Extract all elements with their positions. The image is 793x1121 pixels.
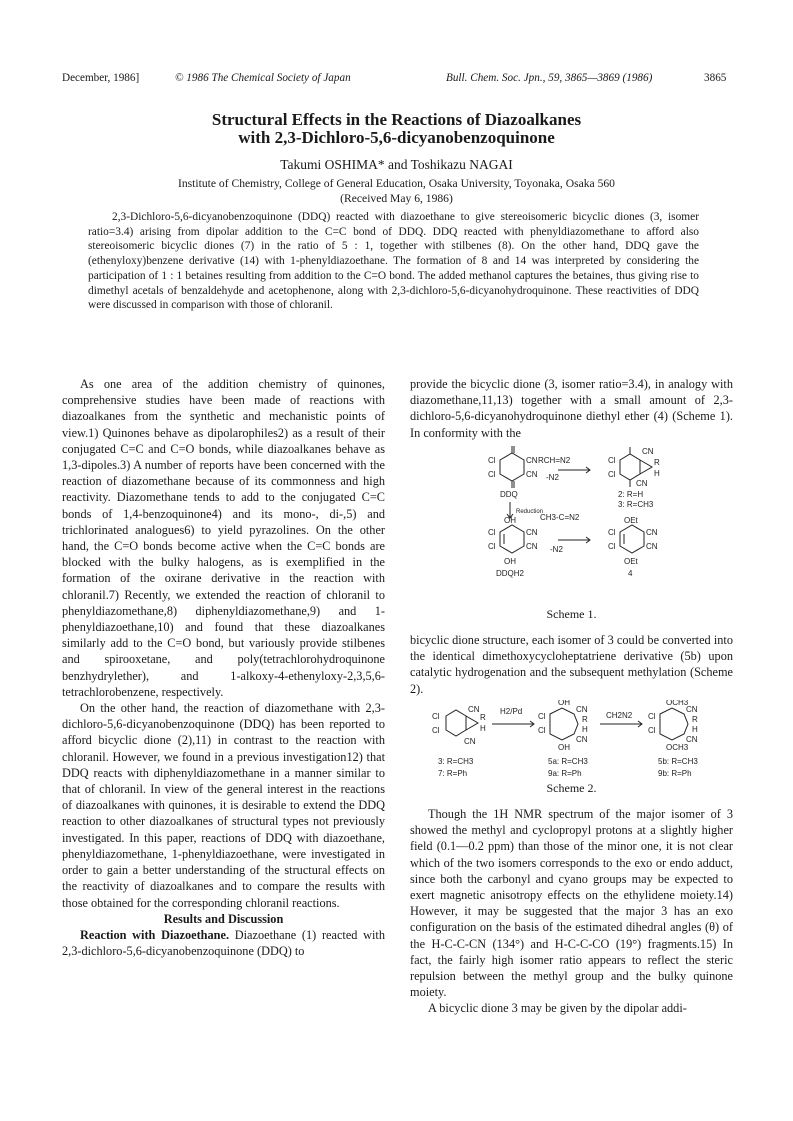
header-journal: Bull. Chem. Soc. Jpn., 59, 3865—3869 (1986) xyxy=(446,72,653,84)
received-date: (Received May 6, 1986) xyxy=(340,192,453,205)
ch3cn2-label: CH3-C=N2 xyxy=(540,513,580,522)
svg-text:H: H xyxy=(654,469,660,478)
svg-text:CN: CN xyxy=(468,705,480,714)
minus-n2-label: -N2 xyxy=(546,473,559,482)
right-paragraph-1: provide the bicyclic dione (3, isomer ratio=3.4), in analogy with diazomethane,11,13) together with a small amount of 2,3-dichloro-5,6-dicyanohydroquinone diethyl ether (4) (Scheme 1). In conformity with the xyxy=(410,377,733,440)
scheme-1-figure xyxy=(470,440,700,600)
svg-text:CN: CN xyxy=(636,479,648,488)
scheme-2-figure xyxy=(418,700,733,780)
results-paragraph xyxy=(62,927,385,959)
h2pd-label: H2/Pd xyxy=(500,707,523,716)
svg-text:Cl: Cl xyxy=(608,528,616,537)
reagent-label: RCH=N2 xyxy=(538,456,571,465)
scheme2-label-3: 3: R=CH3 xyxy=(438,757,474,766)
scheme2-label-7: 7: R=Ph xyxy=(438,769,468,778)
svg-text:CN: CN xyxy=(526,528,538,537)
svg-text:OH: OH xyxy=(558,700,570,707)
scheme2-label-9a: 9a: R=Ph xyxy=(548,769,582,778)
intro-paragraph-2: On the other hand, the reaction of diazomethane with 2,3-dichloro-5,6-dicyanobenzoquinone (DDQ) has been reported to afford bicyclic dione (2),11) in contrast to the reaction with chloranil. However, we found in a previous investigation12) that DDQ reacts with diphenyldiazomethane in a manner similar to that of chloranil. In view of the general interest in the reactions of diazoalkanes with quinones, it is desirable to extend the DDQ reaction to other diazoalkanes of structural types not previously investigated. In this paper, reactions of DDQ with diazoethane, phenyldiazomethane, 1-phenyldiazoethane, were investigated in order to gain a better understanding of the structural effects on the reactivity of diazoalkanes and to compare the results with those obtained for the corresponding chloranil reactions. xyxy=(62,701,385,910)
ddqh2-label: DDQH2 xyxy=(496,569,525,578)
affiliation: Institute of Chemistry, College of General Education, Osaka University, Toyonaka, Osaka 560 xyxy=(178,177,615,190)
svg-text:CN: CN xyxy=(646,542,658,551)
svg-text:R: R xyxy=(654,458,660,467)
oet-bottom-label: OEt xyxy=(624,557,638,566)
svg-text:OH: OH xyxy=(504,516,516,525)
svg-text:CN: CN xyxy=(576,705,588,714)
scheme2-label-5b: 5b: R=CH3 xyxy=(658,757,698,766)
svg-text:OH: OH xyxy=(558,743,570,752)
svg-text:CN: CN xyxy=(526,456,538,465)
svg-text:Cl: Cl xyxy=(608,456,616,465)
scheme-1-caption: Scheme 1. xyxy=(546,607,597,621)
svg-text:H: H xyxy=(692,725,698,734)
svg-text:Cl: Cl xyxy=(608,470,616,479)
svg-text:Cl: Cl xyxy=(432,726,440,735)
svg-text:CN: CN xyxy=(526,470,538,479)
header-date: December, 1986] xyxy=(62,72,140,84)
svg-text:Cl: Cl xyxy=(488,470,496,479)
svg-text:CN: CN xyxy=(526,542,538,551)
svg-text:R: R xyxy=(692,715,698,724)
header-page-number: 3865 xyxy=(704,72,727,84)
svg-text:CN: CN xyxy=(686,735,698,744)
affiliation-block xyxy=(0,176,793,206)
svg-text:Cl: Cl xyxy=(648,726,656,735)
scheme2-label-5a: 5a: R=CH3 xyxy=(548,757,588,766)
right-paragraph-4: A bicyclic dione 3 may be given by the dipolar addi- xyxy=(428,1001,687,1016)
svg-text:Cl: Cl xyxy=(538,712,546,721)
svg-text:Cl: Cl xyxy=(648,712,656,721)
svg-text:Cl: Cl xyxy=(608,542,616,551)
svg-text:OH: OH xyxy=(504,557,516,566)
right-column-top xyxy=(410,376,733,441)
svg-text:H: H xyxy=(480,724,486,733)
svg-text:CN: CN xyxy=(576,735,588,744)
svg-text:OCH3: OCH3 xyxy=(666,743,689,752)
right-column-bottom xyxy=(410,806,733,1017)
title-line-2: with 2,3-Dichloro-5,6-dicyanobenzoquinone xyxy=(238,128,555,147)
svg-text:R: R xyxy=(480,713,486,722)
ch2n2-label: CH2N2 xyxy=(606,711,633,720)
intro-paragraph-1: As one area of the addition chemistry of quinones, comprehensive studies have been made of reactions with diazoalkanes from the synthetic and mechanistic points of view.1) Quinones behave as dipolarophiles2) as a result of their conjugated C=C and C=O bonds, while diazoalkanes behave as 1,3-dipoles.3) A number of reports have been concerned with the reaction of diazomethane because of its commonness and high reactivity. Diazomethane tends to add to the conjugated C=C bonds of 1,4-benzoquinone4) and its mono-, di-,5) and trichlorinated analogues6) to yield pyrazolines. On the other hand, the C=O bonds become active when the C=C bonds are blocked with the bulky halogens, as is exemplified in the formation of the oxirane derivative in the reaction with chloranil.7) Recently, we extended the reaction of chloranil to phenyldiazomethane,8) diphenyldiazomethane,9) and 1-phenyldiazoethane,10) and found that these diazoalkanes similarly add to the C=O bond, but variously provide stilbenes and spirooxetane, and poly(tetrachlorohydroquinone benzhydrylether), and 1-alkoxy-4-ethenyloxy-2,3,5,6-tetrachlorobenzene, respectively. xyxy=(62,377,385,699)
ddq-ring xyxy=(500,453,524,481)
compound-4-label: 4 xyxy=(628,569,633,578)
compound-3-label: 3: R=CH3 xyxy=(618,500,654,509)
svg-text:CN: CN xyxy=(646,528,658,537)
right-paragraph-3: Though the 1H NMR spectrum of the major isomer of 3 showed the methyl and cyclopropyl protons at a slightly higher field (0.1—0.2 ppm) than those of the minor one, it is not clear which of the two isomers corresponds to the exo or endo adduct, since both the carbonyl and cyano groups may be expected to exert magnetic anisotropy effects on the ethylidene moiety.14) However, it may be suggested that the major 3 has an exo configuration on the basis of the estimated dihedral angles (θ) of the H-C-C-CN (134°) and H-C-C-CO (19°) fragments.15) In fact, the fairly high isomer ratio appears to reflect the steric repulsion between the methyl group and the bulky quinone moiety. xyxy=(410,807,733,1000)
scheme2-label-9b: 9b: R=Ph xyxy=(658,769,692,778)
oet-top-label: OEt xyxy=(624,516,638,525)
minus-n2-label-2: -N2 xyxy=(550,545,563,554)
subsection-heading: Reaction with Diazoethane. xyxy=(80,927,230,942)
svg-text:OCH3: OCH3 xyxy=(666,700,689,707)
right-paragraph-2: bicyclic dione structure, each isomer of 3 could be converted into the identical dimethoxycycloheptatriene derivative (5b) upon catalytic hydrogenation and the subsequent methylation (Scheme 2). xyxy=(410,633,733,696)
abstract: 2,3-Dichloro-5,6-dicyanobenzoquinone (DDQ) reacted with diazoethane to give stereoisomeric bicyclic diones (3, isomer ratio=3.4) arising from dipolar addition to the C=C bond of DDQ. DDQ reacted with phenyldiazomethane to afford also stereoisomeric bicyclic diones (7) in the ratio of 5 : 1, together with stilbenes (8). On the other hand, DDQ gave the (ethenyloxy)benzene derivative (14) with 1-phenyldiazoethane. The formation of 8 and 14 was interpreted by considering the participation of 1 : 1 betaines resulting from addition to the C=O bond. The added methanol captures the betaines, thus giving rise to dimethyl acetals of benzaldehyde and acetophenone, along with 2,3-dichloro-5,6-dicyanohydroquinone. These reactivities of DDQ were discussed in comparison with those of chloranil. xyxy=(88,211,699,312)
svg-text:Cl: Cl xyxy=(488,542,496,551)
authors: Takumi OSHIMA* and Toshikazu NAGAI xyxy=(280,157,513,172)
svg-text:CN: CN xyxy=(642,447,654,456)
right-column-mid xyxy=(410,632,733,697)
svg-text:CN: CN xyxy=(464,737,476,746)
svg-text:Cl: Cl xyxy=(538,726,546,735)
svg-text:Cl: Cl xyxy=(488,528,496,537)
header-copyright: © 1986 The Chemical Society of Japan xyxy=(175,72,351,84)
title-line-1: Structural Effects in the Reactions of Diazoalkanes xyxy=(211,110,582,129)
ddq-label: DDQ xyxy=(500,490,518,499)
left-column xyxy=(62,376,385,959)
svg-text:R: R xyxy=(582,715,588,724)
results-text: Diazoethane (1) reacted with 2,3-dichloro-5,6-dicyanobenzoquinone (DDQ) to xyxy=(62,927,385,959)
section-heading: Results and Discussion xyxy=(163,911,284,926)
svg-text:Cl: Cl xyxy=(432,712,440,721)
svg-text:CN: CN xyxy=(686,705,698,714)
reduction-label: Reduction xyxy=(516,509,544,515)
svg-text:H: H xyxy=(582,725,588,734)
scheme-2-caption: Scheme 2. xyxy=(546,781,597,795)
svg-text:Cl: Cl xyxy=(488,456,496,465)
compound-2-label: 2: R=H xyxy=(618,490,644,499)
